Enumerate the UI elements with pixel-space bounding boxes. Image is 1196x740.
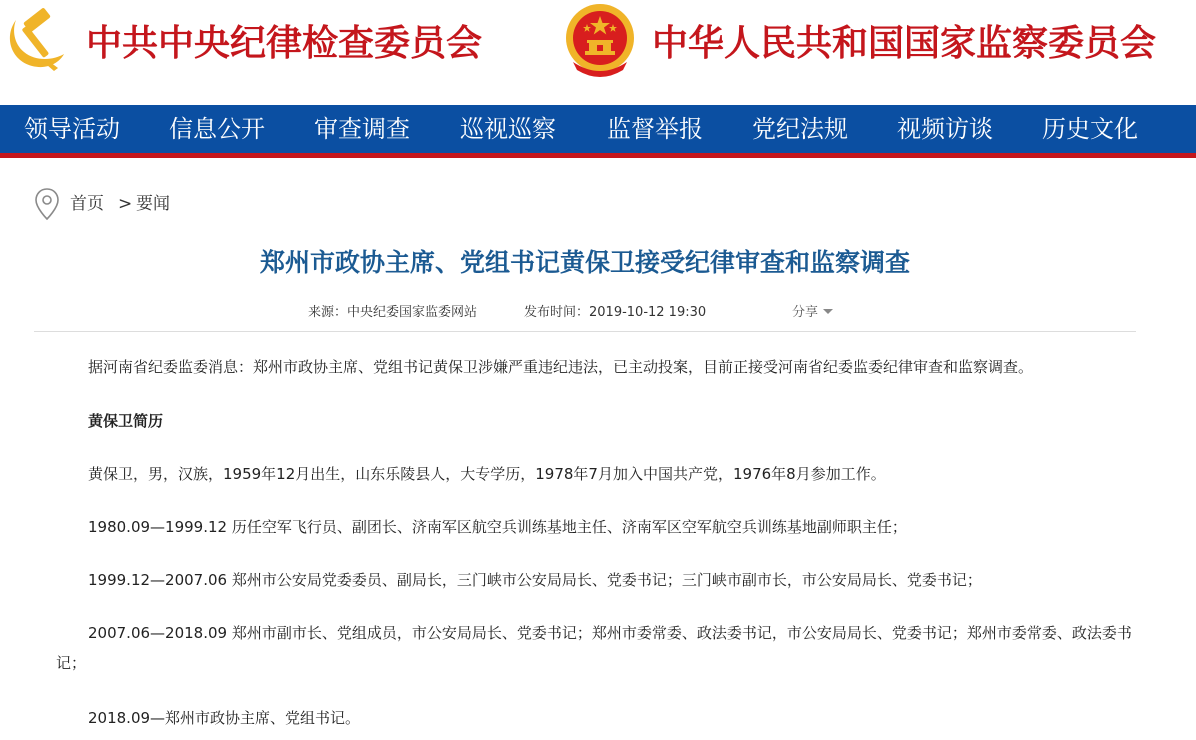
article-source: 来源：中央纪委国家监委网站 [308,305,478,320]
nav-item-inspection[interactable]: 巡视巡察 [460,115,556,143]
nav-item-regulations[interactable]: 党纪法规 [752,115,848,143]
nav-item-info[interactable]: 信息公开 [169,115,265,143]
article-paragraph: 2018.09—郑州市政协主席、党组书记。 [88,709,361,727]
article-paragraph: 2007.06—2018.09 郑州市副市长、党组成员，市公安局局长、党委书记；郑州市委常委、政法委书记，市公安局局长、党委书记；郑州市委常委、政法委书记； [56,624,1132,672]
ccdi-title[interactable]: 中共中央纪律检查委员会 [86,22,483,64]
article-paragraph: 据河南省纪委监委消息：郑州市政协主席、党组书记黄保卫涉嫌严重违纪违法，已主动投案，目前正接受河南省纪委监委纪律审查和监察调查。 [88,358,1034,376]
resume-heading: 黄保卫简历 [88,412,164,430]
article-title: 郑州市政协主席、党组书记黄保卫接受纪律审查和监察调查 [259,248,910,277]
breadcrumb-current[interactable]: 要闻 [136,194,170,214]
breadcrumb-home[interactable]: 首页 [70,194,104,214]
breadcrumb-separator: > [118,194,133,214]
article-date: 发布时间：2019-10-12 19:30 [524,305,707,320]
share-label: 分享 [792,305,819,320]
article-paragraph: 1980.09—1999.12 历任空军飞行员、副团长、济南军区航空兵训练基地主任、济南军区空军航空兵训练基地副师职主任； [88,518,907,536]
nav-item-review[interactable]: 审查调查 [314,115,410,143]
share-button[interactable] [792,303,833,323]
main-nav [0,105,1196,158]
site-banner [0,0,1196,105]
header-divider [34,331,1136,332]
article-paragraph: 黄保卫，男，汉族，1959年12月出生，山东乐陵县人，大专学历，1978年7月加入中国共产党，1976年8月参加工作。 [88,465,886,483]
chevron-down-icon [823,309,833,314]
location-pin-icon [34,187,60,221]
party-emblem-icon[interactable] [2,2,70,74]
nsc-title[interactable]: 中华人民共和国国家监察委员会 [652,22,1157,64]
national-emblem-icon[interactable] [563,0,637,78]
nav-item-video[interactable]: 视频访谈 [897,115,993,143]
article-paragraph: 1999.12—2007.06 郑州市公安局党委委员、副局长，三门峡市公安局局长、党委书记；三门峡市副市长，市公安局局长、党委书记； [88,571,982,589]
nav-item-report[interactable]: 监督举报 [607,115,703,143]
nav-item-leadership[interactable]: 领导活动 [24,115,120,143]
nav-item-history[interactable]: 历史文化 [1042,115,1138,143]
